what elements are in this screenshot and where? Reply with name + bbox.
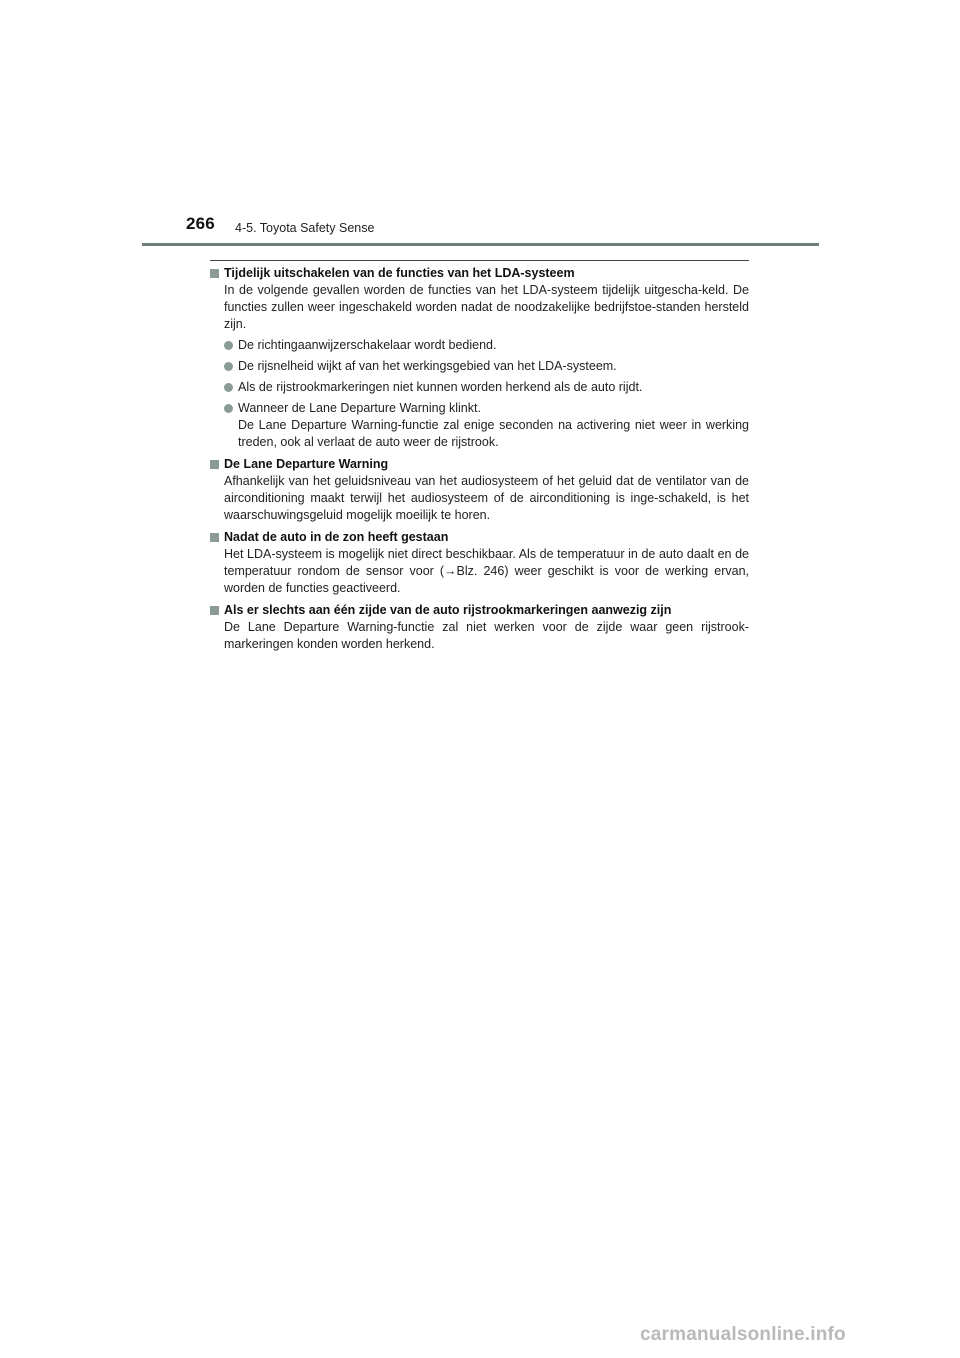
section-title: 4-5. Toyota Safety Sense: [235, 221, 375, 235]
list-item-text: Wanneer de Lane Departure Warning klinkt.: [238, 401, 481, 415]
page-reference-link[interactable]: →Blz. 246: [444, 564, 505, 578]
section-paragraph-1: In de volgende gevallen worden de functies van het LDA-systeem tijdelijk uitgescha-keld. De functies zullen weer ingeschakeld worden nadat de noodzakelijke bedrijfstoe-standen hersteld zijn.: [224, 283, 749, 331]
content-rule: [210, 260, 749, 261]
list-item-text: De richtingaanwijzerschakelaar wordt bediend.: [238, 338, 497, 352]
section-paragraph-2: Afhankelijk van het geluidsniveau van het audiosysteem of het geluid dat de ventilator van de airconditioning maakt terwijl het audiosysteem of de airconditioning is inge-schakeld, is het waarschuwingsgeluid mogelijk moeilijk te horen.: [224, 474, 749, 522]
list-item: [224, 358, 749, 375]
square-bullet-icon: [210, 460, 219, 469]
heading-text: Nadat de auto in de zon heeft gestaan: [224, 530, 449, 544]
section-heading-4: [210, 602, 749, 619]
round-bullet-icon: [224, 404, 233, 413]
round-bullet-icon: [224, 341, 233, 350]
page-number: 266: [186, 214, 215, 233]
section-heading-1: [210, 265, 749, 282]
list-item-text: De rijsnelheid wijkt af van het werkingsgebied van het LDA-systeem.: [238, 359, 617, 373]
list-item: [224, 337, 749, 354]
list-item-text: Als de rijstrookmarkeringen niet kunnen worden herkend als de auto rijdt.: [238, 380, 643, 394]
paragraph-text: Het LDA-systeem is mogelijk niet direct beschikbaar. Als de temperatuur in de auto daalt en de temperatuur rondom de sensor voor (: [224, 547, 749, 578]
heading-text: Als er slechts aan één zijde van de auto rijstrookmarkeringen aanwezig zijn: [224, 603, 672, 617]
round-bullet-icon: [224, 383, 233, 392]
section-heading-2: [210, 456, 749, 473]
section-paragraph-4: De Lane Departure Warning-functie zal niet werken voor de zijde waar geen rijstrook-markeringen konden worden herkend.: [224, 620, 749, 651]
header-rule: [142, 243, 819, 246]
list-item-continuation: De Lane Departure Warning-functie zal enige seconden na activering niet weer in werking treden, ook al verlaat de auto weer de rijstrook.: [238, 418, 749, 449]
square-bullet-icon: [210, 606, 219, 615]
page-content: [210, 265, 749, 653]
section-paragraph-3: [224, 546, 749, 597]
paragraph-text: ) weer geschikt is voor de werking ervan, worden de functies geactiveerd.: [224, 564, 750, 595]
list-item: [224, 379, 749, 396]
heading-text: Tijdelijk uitschakelen van de functies van het LDA-systeem: [224, 266, 575, 280]
list-item: [224, 400, 749, 451]
square-bullet-icon: [210, 269, 219, 278]
watermark: carmanualsonline.info: [640, 1324, 846, 1345]
list-item-body: [238, 400, 749, 451]
round-bullet-icon: [224, 362, 233, 371]
heading-text: De Lane Departure Warning: [224, 457, 389, 471]
section-heading-3: [210, 529, 749, 546]
square-bullet-icon: [210, 533, 219, 542]
